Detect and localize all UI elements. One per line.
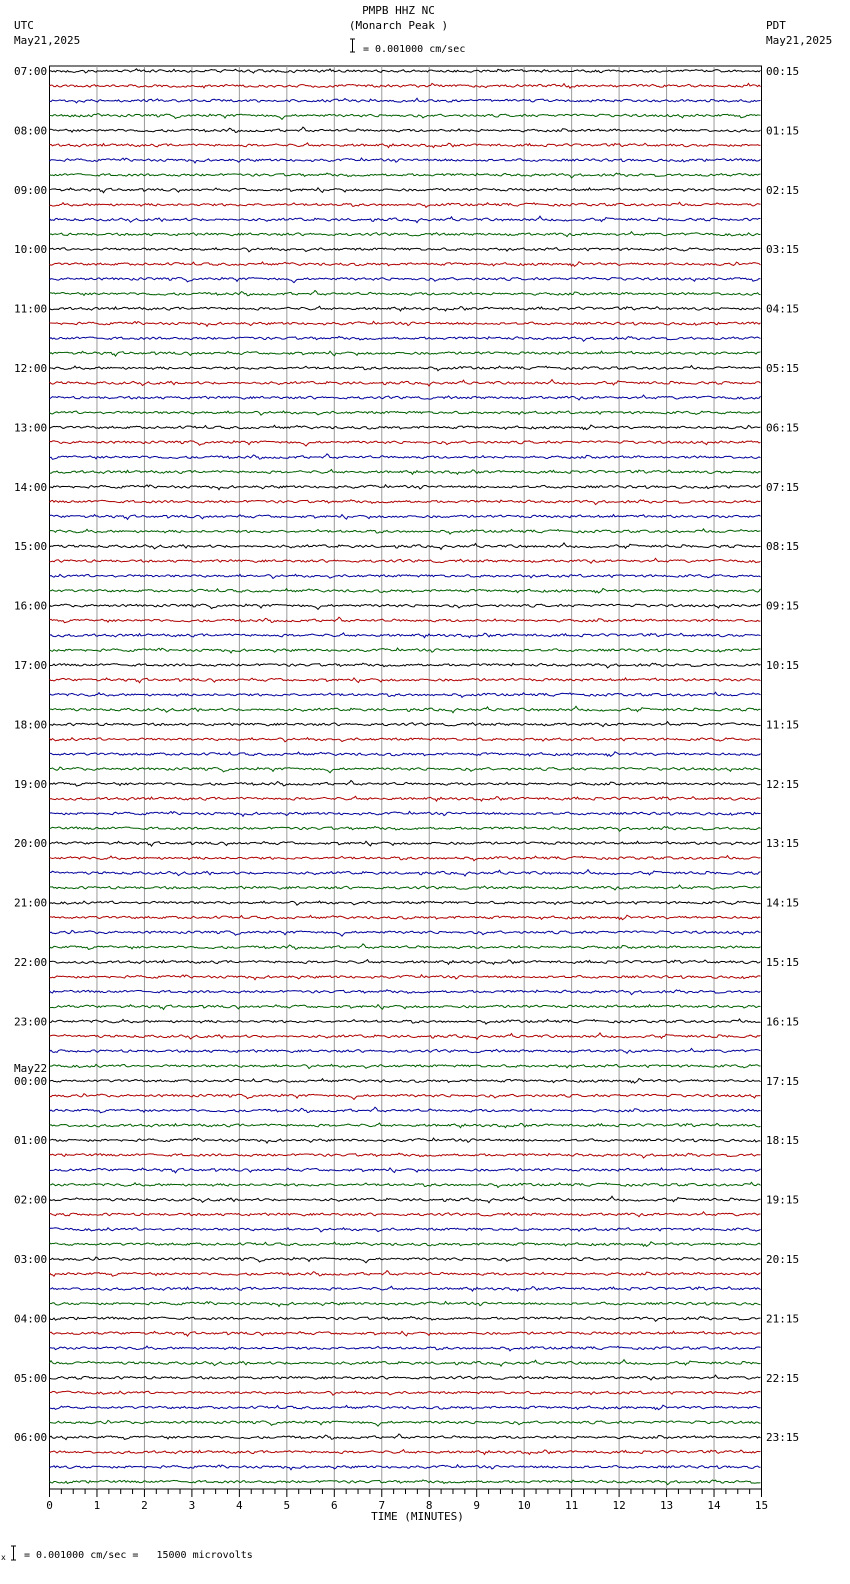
utc-hour-label: 00:00 (14, 1074, 48, 1088)
utc-hour-label: 05:00 (14, 1371, 48, 1385)
seismic-trace (50, 1228, 761, 1232)
seismic-trace (50, 1005, 761, 1010)
x-axis-label: TIME (MINUTES) (371, 1510, 464, 1523)
seismic-trace (50, 1301, 761, 1306)
seismic-trace (50, 811, 761, 816)
seismic-trace (50, 796, 761, 801)
seismic-trace (50, 441, 761, 446)
seismic-trace (50, 1465, 761, 1470)
pdt-hour-label: 16:15 (766, 1015, 800, 1029)
seismic-trace (50, 69, 761, 73)
seismic-trace (50, 930, 761, 936)
seismic-trace (50, 738, 761, 742)
seismic-trace (50, 1420, 761, 1426)
utc-hour-label: 03:00 (14, 1253, 48, 1266)
seismic-trace (50, 1360, 761, 1366)
x-tick-label: 11 (565, 1499, 579, 1512)
trace-layer (50, 69, 761, 1485)
seismic-trace (50, 1286, 761, 1291)
seismic-trace (50, 500, 761, 505)
utc-date-change-label: May22 (14, 1061, 48, 1075)
pdt-hour-label: 06:15 (766, 421, 800, 435)
seismic-trace (50, 692, 761, 697)
seismic-trace (50, 1346, 761, 1351)
seismic-trace (50, 173, 761, 178)
pdt-hour-label: 13:15 (766, 837, 800, 851)
utc-hour-label: 18:00 (14, 718, 48, 732)
seismic-trace (50, 915, 761, 920)
utc-hour-label: 07:00 (14, 65, 48, 78)
seismic-trace (50, 1196, 761, 1202)
x-tick-label: 14 (707, 1499, 721, 1512)
seismic-trace (50, 722, 761, 727)
utc-hour-label: 23:00 (14, 1015, 48, 1029)
seismic-trace (50, 1450, 761, 1455)
pdt-hour-label: 23:15 (766, 1431, 800, 1445)
x-tick-label: 15 (754, 1499, 769, 1512)
seismic-trace (50, 515, 761, 520)
seismic-trace (50, 678, 761, 683)
utc-hour-label: 11:00 (14, 302, 48, 316)
seismic-trace (50, 1048, 761, 1053)
seismic-trace (50, 454, 761, 460)
seismic-trace (50, 841, 761, 846)
seismic-trace (50, 1257, 761, 1263)
x-tick-label: 1 (93, 1499, 101, 1512)
utc-timezone-label: UTC (14, 19, 34, 32)
utc-hour-label: 19:00 (14, 777, 48, 791)
seismic-trace (50, 351, 761, 356)
seismic-trace (50, 856, 761, 861)
seismic-trace (50, 1391, 761, 1395)
x-tick-label: 7 (378, 1499, 386, 1512)
seismic-trace (50, 202, 761, 207)
pdt-hour-label: 15:15 (766, 956, 800, 969)
seismic-trace (50, 188, 761, 193)
utc-hour-label: 06:00 (14, 1431, 48, 1445)
footer-mark: x (1, 1553, 6, 1562)
seismic-trace (50, 306, 761, 311)
seismic-trace (50, 990, 761, 995)
seismic-trace (50, 1094, 761, 1100)
seismic-trace (50, 885, 761, 890)
utc-hour-label: 08:00 (14, 124, 48, 138)
seismic-trace (50, 158, 761, 163)
seismic-trace (50, 752, 761, 757)
seismic-trace (50, 1331, 761, 1336)
utc-hour-label: 09:00 (14, 183, 48, 197)
seismic-trace (50, 1375, 761, 1380)
seismic-trace (50, 1168, 761, 1173)
seismic-trace (50, 1182, 761, 1187)
seismic-trace (50, 1405, 761, 1410)
seismic-trace (50, 529, 761, 534)
footer-scale-bar-icon (10, 1545, 17, 1561)
utc-hour-label: 21:00 (14, 896, 48, 910)
utc-hour-label: 22:00 (14, 956, 48, 969)
seismic-trace (50, 127, 761, 132)
seismic-trace (50, 826, 761, 831)
seismic-trace (50, 98, 761, 103)
seismic-trace (50, 617, 761, 623)
pdt-hour-label: 09:15 (766, 599, 800, 613)
seismic-trace (50, 1242, 761, 1247)
seismic-trace (50, 944, 761, 950)
pdt-hour-label: 17:15 (766, 1074, 800, 1088)
seismic-trace (50, 248, 761, 252)
seismic-trace (50, 1079, 761, 1084)
seismic-trace (50, 1212, 761, 1217)
pdt-timezone-label: PDT (766, 19, 786, 32)
pdt-hour-label: 04:15 (766, 302, 800, 316)
pdt-date-label: May21,2025 (766, 34, 833, 47)
pdt-hour-label: 12:15 (766, 777, 800, 791)
x-tick-label: 5 (283, 1499, 291, 1512)
pdt-hour-label: 03:15 (766, 243, 800, 257)
seismic-trace (50, 380, 761, 386)
seismic-trace (50, 1033, 761, 1039)
pdt-hour-label: 21:15 (766, 1312, 800, 1326)
seismic-trace (50, 1138, 761, 1143)
seismic-trace (50, 960, 761, 965)
x-tick-label: 6 (330, 1499, 338, 1512)
seismic-trace (50, 901, 761, 905)
seismic-trace (50, 1480, 761, 1485)
pdt-hour-label: 14:15 (766, 896, 800, 910)
x-tick-label: 9 (473, 1499, 481, 1512)
seismic-trace (50, 663, 761, 668)
seismic-trace (50, 604, 761, 609)
utc-hour-label: 16:00 (14, 599, 48, 613)
seismic-trace (50, 633, 761, 638)
seismic-trace (50, 83, 761, 88)
seismic-trace (50, 588, 761, 593)
utc-hour-label: 20:00 (14, 837, 48, 851)
x-tick-label: 10 (517, 1499, 531, 1512)
x-tick-label: 8 (425, 1499, 433, 1512)
seismic-trace (50, 1019, 761, 1024)
pdt-hour-label: 18:15 (766, 1134, 800, 1148)
x-tick-label: 0 (46, 1499, 53, 1512)
seismic-trace (50, 395, 761, 400)
seismic-trace (50, 781, 761, 787)
seismic-trace (50, 470, 761, 475)
utc-date-label: May21,2025 (14, 34, 81, 47)
seismic-trace (50, 232, 761, 237)
seismic-trace (50, 1153, 761, 1158)
x-tick-label: 3 (188, 1499, 196, 1512)
pdt-hour-label: 07:15 (766, 480, 800, 494)
utc-hour-label: 13:00 (14, 421, 48, 435)
pdt-hour-label: 10:15 (766, 659, 800, 672)
utc-hour-label: 15:00 (14, 540, 48, 554)
seismic-trace (50, 114, 761, 120)
seismic-trace (50, 336, 761, 341)
utc-hour-label: 17:00 (14, 659, 48, 672)
x-axis (46, 1489, 768, 1523)
seismic-trace (50, 543, 761, 549)
seismic-trace (50, 321, 761, 326)
seismic-trace (50, 1434, 761, 1440)
pdt-hour-label: 02:15 (766, 183, 800, 197)
utc-hour-label: 14:00 (14, 480, 48, 494)
utc-hour-label: 02:00 (14, 1193, 48, 1207)
seismic-trace (50, 1123, 761, 1128)
utc-hour-label: 10:00 (14, 243, 48, 257)
seismic-trace (50, 277, 761, 282)
utc-hour-label: 12:00 (14, 362, 48, 375)
station-name-title: (Monarch Peak ) (348, 19, 449, 32)
scale-label: = 0.001000 cm/sec (363, 44, 466, 55)
pdt-hour-label: 22:15 (766, 1371, 800, 1385)
x-tick-label: 2 (141, 1499, 148, 1512)
seismic-trace (50, 975, 761, 980)
seismic-trace (50, 1107, 761, 1113)
seismic-trace (50, 648, 761, 653)
pdt-hour-label: 05:15 (766, 362, 800, 375)
seismic-trace (50, 558, 761, 563)
pdt-hour-label: 01:15 (766, 124, 800, 138)
pdt-hour-label: 08:15 (766, 540, 800, 554)
pdt-hour-label: 19:15 (766, 1193, 800, 1207)
seismic-trace (50, 706, 761, 712)
seismic-trace (50, 485, 761, 490)
seismic-trace (50, 767, 761, 773)
seismic-trace (50, 216, 761, 222)
seismic-trace (50, 1271, 761, 1277)
seismic-trace (50, 143, 761, 148)
footer-scale-label: = 0.001000 cm/sec = 15000 microvolts (24, 1550, 253, 1561)
utc-hour-label: 01:00 (14, 1134, 48, 1148)
seismic-trace (50, 366, 761, 371)
pdt-hour-label: 11:15 (766, 718, 800, 732)
x-tick-label: 4 (236, 1499, 243, 1512)
station-code-title: PMPB HHZ NC (362, 4, 435, 17)
seismic-trace (50, 1064, 761, 1068)
pdt-hour-label: 00:15 (766, 65, 800, 78)
seismic-trace (50, 262, 761, 267)
x-tick-label: 13 (659, 1499, 674, 1512)
utc-hour-label: 04:00 (14, 1312, 48, 1326)
pdt-hour-label: 20:15 (766, 1253, 800, 1266)
seismic-trace (50, 425, 761, 430)
seismic-trace (50, 870, 761, 876)
x-tick-label: 12 (612, 1499, 626, 1512)
seismic-trace (50, 1317, 761, 1322)
seismic-trace (50, 290, 761, 295)
seismic-trace (50, 411, 761, 415)
seismic-trace (50, 574, 761, 578)
